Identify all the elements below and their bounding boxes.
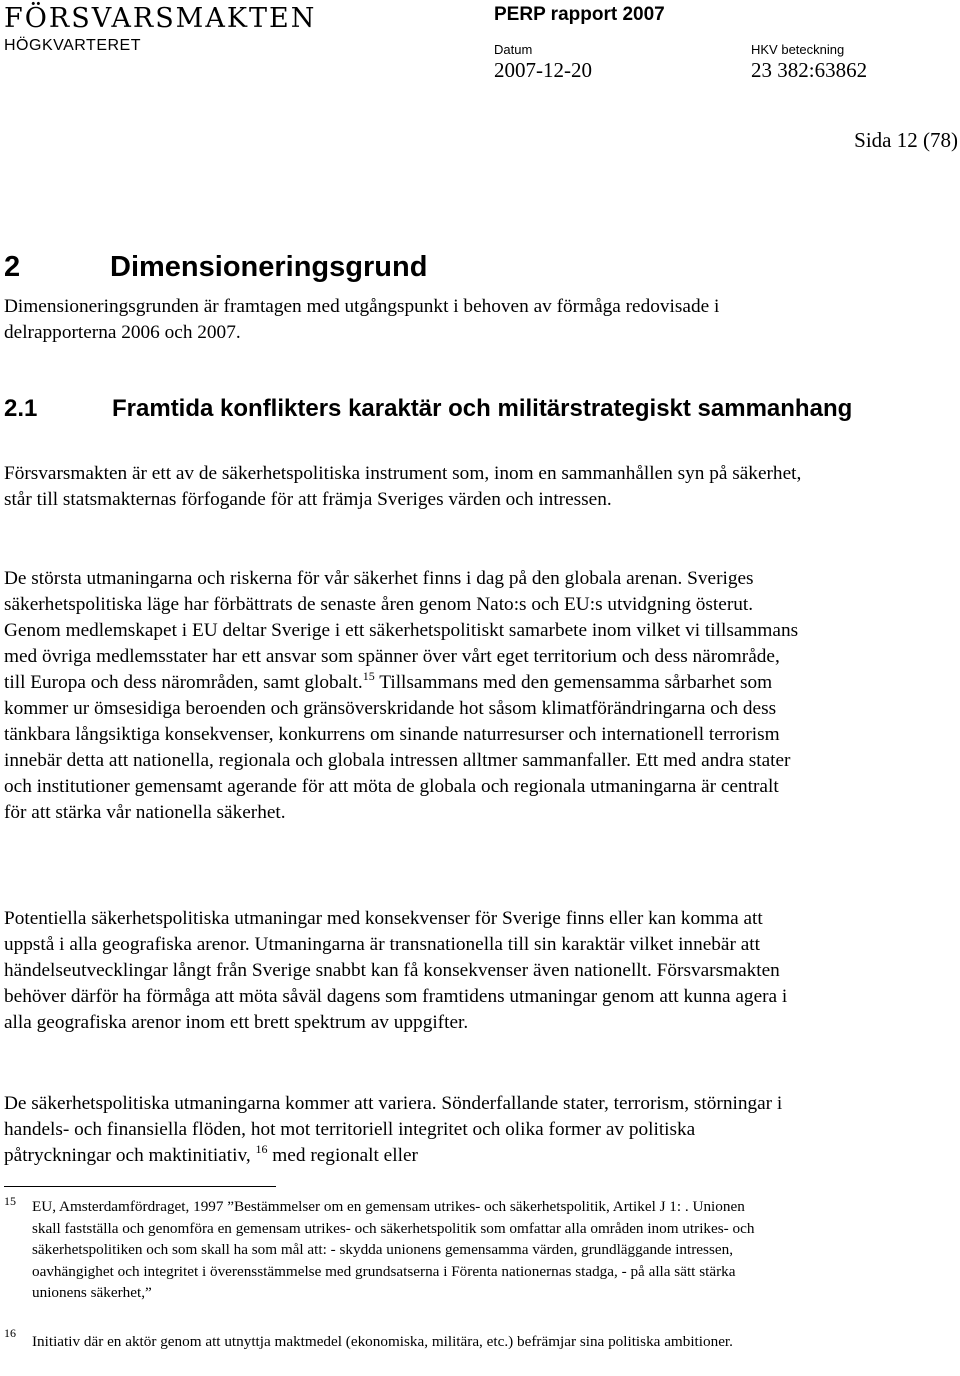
section-title: Dimensioneringsgrund <box>110 251 428 283</box>
paragraph-4-text-b: med regionalt eller <box>267 1145 418 1166</box>
paragraph-2-text-a: De största utmaningarna och riskerna för vår säkerhet finns i dag på den globala arenan. Sveriges säkerhetspolitiska läge har förbättrats de senaste åren genom Nato:s och EU:s utvidgning österut. Genom medlemskapet i EU deltar Sverige i ett säkerhetspolitiskt samarbete inom vilket vi tillsammans med övriga medlemsstater har ett ansvar som spänner över vårt eget territorium och dess närområde, till Europa och dess närområden, samt globalt. <box>4 568 799 693</box>
footnote-number: 16 <box>4 1326 16 1340</box>
paragraph-4-text-a: De säkerhetspolitiska utmaningarna kommer att variera. Sönderfallande stater, terrorism, störningar i handels- och finansiella flöden, hot mot territoriell integritet och olika former av politiska påtryckningar och maktinitiativ, <box>4 1093 783 1166</box>
subsection-title: Framtida konflikters karaktär och militärstrategiskt sammanhang <box>112 395 853 422</box>
footnote-ref-15: 15 <box>362 669 375 683</box>
date-value: 2007-12-20 <box>494 58 592 82</box>
paragraph-4 <box>4 1091 804 1169</box>
section-heading <box>4 251 427 284</box>
organization-name: FÖRSVARSMAKTEN <box>4 3 317 34</box>
paragraph-3: Potentiella säkerhetspolitiska utmaningar med konsekvenser för Sverige finns eller kan komma att uppstå i alla geografiska arenor. Utmaningarna är transnationella till sin karaktär vilket innebär att händelseutvecklingar långt från Sverige snabbt kan få konsekvenser även nationellt. Försvarsmakten behöver därför ha förmåga att möta såväl dagens som framtidens utmaningar genom att kunna agera i alla geografiska arenor inom ett brett spektrum av uppgifter. <box>4 908 788 1033</box>
reference-value: 23 382:63862 <box>751 58 868 82</box>
footnote-ref-16: 16 <box>255 1142 268 1156</box>
organization-unit: HÖGKVARTERET <box>4 37 141 54</box>
section-intro: Dimensioneringsgrunden är framtagen med utgångspunkt i behoven av förmåga redovisade i delrapporterna 2006 och 2007. <box>4 296 720 343</box>
reference-label: HKV beteckning <box>751 42 845 57</box>
footnote-number: 15 <box>4 1194 16 1208</box>
section-number: 2 <box>4 251 21 283</box>
paragraph-2 <box>4 566 804 826</box>
page-number: Sida 12 (78) <box>854 128 958 152</box>
date-label: Datum <box>494 42 533 57</box>
footnote-text: EU, Amsterdamfördraget, 1997 ”Bestämmelser om en gemensam utrikes- och säkerhetspolitik, Artikel J 1: . Unionen skall fastställa och genomföra en gemensam utrikes- och säkerhetspolitik som omfattar alla områden inom utrikes- och säkerhetspolitiken och som skall ha som mål att: - skydda unionens gemensamma värden, grundläggande intressen, oavhängighet och integritet i överensstämmelse med grundsatserna i Förenta nationernas stadga, - på alla sätt stärka unionens säkerhet,” <box>32 1198 755 1302</box>
report-title: PERP rapport 2007 <box>494 4 665 25</box>
footnote-text: Initiativ där en aktör genom att utnyttja maktmedel (ekonomiska, militära, etc.) befrämjar sina politiska ambitioner. <box>32 1333 733 1350</box>
paragraph-2-text-b: Tillsammans med den gemensamma sårbarhet som kommer ur ömsesidiga beroenden och gränsöverskridande hot såsom klimatförändringarna och dess tänkbara långsiktiga konsekvenser, konkurrens om sinande naturresurser och internationell terrorism innebär detta att nationella, regionala och globala intressen alltmer sammanfaller. Ett med andra stater och institutioner gemensamt agerande för att möta de globala och regionala utmaningarna är centralt för att stärka vår nationella säkerhet. <box>4 672 791 823</box>
paragraph-1: Försvarsmakten är ett av de säkerhetspolitiska instrument som, inom en sammanhållen syn på säkerhet, står till statsmakternas förfogande för att främja Sveriges värden och intressen. <box>4 463 802 510</box>
footnote-separator <box>4 1186 276 1187</box>
subsection-number: 2.1 <box>4 395 38 422</box>
